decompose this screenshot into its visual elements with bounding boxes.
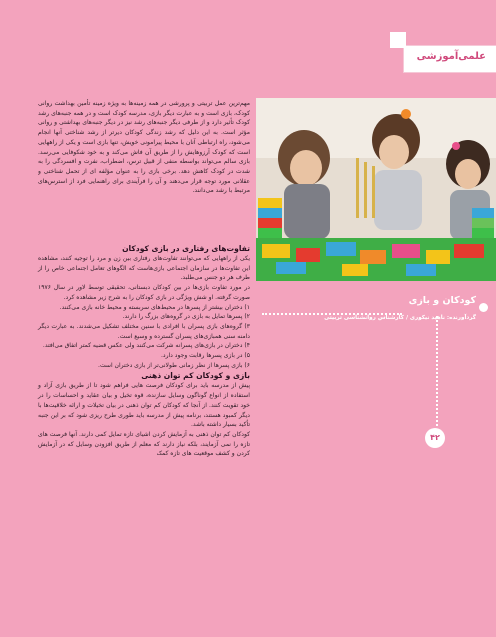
article-title-block — [256, 293, 488, 333]
photo-illustration — [256, 98, 496, 281]
list-item: ۴) دختران در بازی‌های پسرانه شرکت می‌کنند ولی عکس قضیه کمتر اتفاق می‌افتد. — [42, 342, 250, 350]
article-title: کودکان و بازی — [408, 295, 476, 306]
children-playing-photo — [256, 98, 496, 281]
section-label: علمی‌آموزشی — [416, 51, 486, 62]
list-item: ۳) گروه‌های بازی پسران با افرادی با سنین مختلف تشکیل می‌شدند. به عبارت دیگر دامنه سنی همبازی‌های پسران گسترده و وسیع است. — [38, 322, 250, 340]
list-item: ۲) پسرها تمایل به بازی در گروه‌های بزرگ را دارند. — [122, 313, 250, 321]
paragraph-differences: یکی از راههایی که می‌توانند تفاوت‌های رفتاری بین زن و مرد را توجیه کنند، مشاهده این تفاوت‌ها در سازمان اجتماعی بازی‌هاست که الگوهای تعامل اجتماعی خاص را از طرف هر دو جنس می‌طلبد. — [38, 255, 250, 282]
paragraph-new-objects: کودکان کم توان ذهنی به آزمایش کردن اشیای تازه تمایل کمی دارند. آنها فرصت های تازه را نمی آزمایند، بلکه نیاز دارند که معلم از طریق افزودن وسایل که در آزمایش کردن و کشف موقعیت های تازه کمک — [38, 430, 250, 458]
header-notch — [390, 32, 406, 48]
intro-paragraph: مهم‌ترین عمل تربیتی و پرورشی در همه زمینه‌ها به ویژه زمینه تأمین بهداشت روانی کودک، بازی است و به عبارت دیگر بازی، مدرسه کودک است و در همه جنبه‌های رشد کودک تأثیر دارد و از طرفی دیگر جنبه‌های رشد نیز در دیگر جنبه‌های بهداشتی و روانی مؤثر است. به این دلیل که رشد زندگی کودکان دیرتر از رشد شناختی آنها انجام می‌شود، راه ارتباطی آنان با محیط پیرامونی خویش، تنها بازی است و یکی از راههایی است که کودک آرزوهایش را از طریق آن فاش می‌کند و به خود شکوفایی می‌رسد. بازی سالم می‌تواند بواسطه منفی از قبیل ترس، اضطراب، نفرت و افسردگی را به شدت در کودک کاهش دهد. برخی بازی را به عنوان مؤلفه ای از تحمل شناختی و عقلانی مورد توجه قرار می‌دهند و آن را فرآیندی برای راهنمایی فرد از استرس‌های مرتبط با رشد می‌دانند. — [38, 100, 250, 195]
paragraph-preschool: پیش از مدرسه باید برای کودکان فرصت هایی فراهم شود تا از طریق بازی آزاد و استفاده از انواع گوناگون وسایل سازنده، قوه تخیل و بیان عقاید و احساسات را در خود تقویت کنند. از آنجا که کودکان کم توان ذهنی در بیان تخیلات و ارائه خلاقیت‌ها با دیگر کمبود هستند، برنامه پیش از مدرسه باید طوری طرح ریزی شود که بر این جنبه تأکید بسیار داشته باشد. — [38, 382, 250, 429]
section-header-tab — [404, 46, 496, 72]
title-bullet — [479, 303, 488, 312]
page-number: ۴۲ — [425, 428, 445, 448]
article-author: گردآورنده: ناهید نیکوری / کارشناس روانشناسی تربیتی — [324, 315, 476, 321]
list-item: ۱) دختران بیشتر از پسرها در محیط‌های سربسته و محیط خانه بازی می‌کنند. — [59, 303, 250, 311]
section-heading-intellectual-disability: بازی و کودکان کم توان ذهنی — [141, 371, 250, 381]
article-body — [38, 99, 250, 459]
list-item: ۵) در بازی پسرها رقابت وجود دارد. — [160, 352, 250, 360]
paragraph-lever-study: در مورد تفاوت بازی‌ها در بین کودکان دبستانی، تحقیقی توسط لاور در سال ۱۹۷۶ صورت گرفته. او شش ویژگی در بازی کودکان را به شرح زیر مشاهده کرد. — [38, 284, 250, 301]
section-heading-behavioral-differences: تفاوت‌های رفتاری در بازی کودکان — [122, 244, 250, 253]
list-item: ۶) بازی پسرها از نظر زمانی طولانی‌تر از بازی دختران است. — [98, 361, 250, 369]
